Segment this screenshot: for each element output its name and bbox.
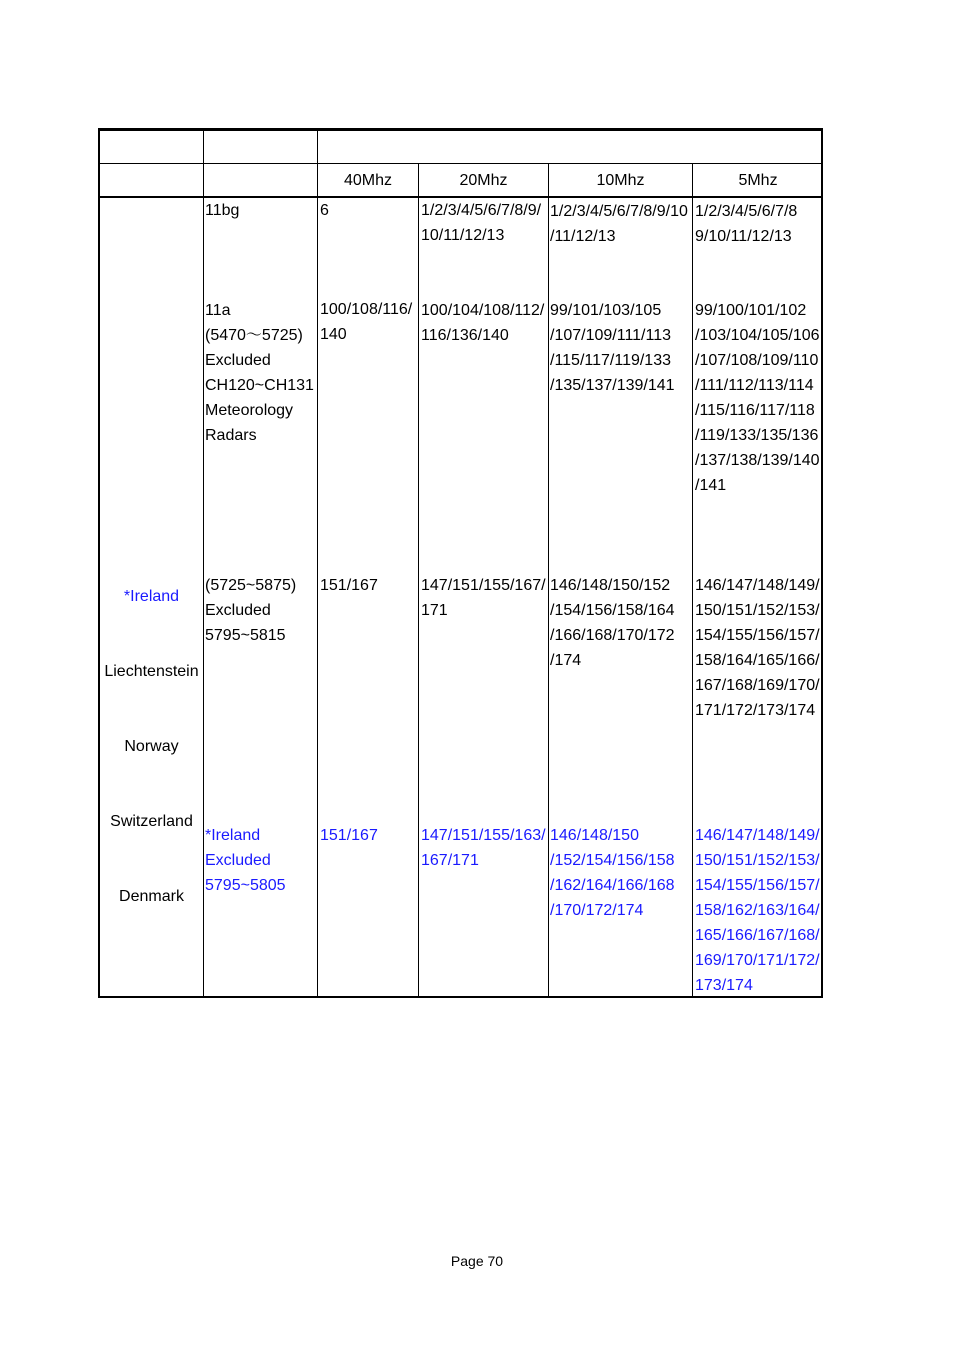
column-divider xyxy=(548,164,549,996)
row-11a-upper-40mhz: 151/167 xyxy=(320,577,378,594)
column-divider xyxy=(692,164,693,996)
row-ireland-20mhz: 147/151/155/163/ 167/171 xyxy=(421,827,546,869)
country-liechtenstein: Liechtenstein xyxy=(104,663,199,680)
row-11bg-20mhz: 1/2/3/4/5/6/7/8/9/ 10/11/12/13 xyxy=(421,202,542,244)
band-ireland: *Ireland Excluded 5795~5805 xyxy=(205,827,286,894)
row-11a-lower-40mhz: 100/108/116/ 140 xyxy=(320,301,413,343)
column-divider xyxy=(203,131,204,996)
header-20mhz: 20Mhz xyxy=(459,172,508,189)
band-11a-lower: 11a (5470～5725) Excluded CH120~CH131 Meteorology Radars xyxy=(205,302,314,444)
row-11a-lower-10mhz: 99/101/103/105 /107/109/111/113 /115/117/119/133 /135/137/139/141 xyxy=(550,302,675,394)
header-5mhz: 5Mhz xyxy=(738,172,778,189)
band-11a-upper: (5725~5875) Excluded 5795~5815 xyxy=(205,577,297,644)
country-ireland: *Ireland xyxy=(123,588,180,605)
country-denmark: Denmark xyxy=(119,888,184,905)
channel-table xyxy=(98,128,823,998)
row-11a-lower-5mhz: 99/100/101/102 /103/104/105/106 /107/108/109/110 /111/112/113/114 /115/116/117/118 /119/133/135/136 /137/138/139/140 /141 xyxy=(695,302,820,494)
row-11bg-10mhz: 1/2/3/4/5/6/7/8/9/10 /11/12/13 xyxy=(550,203,688,245)
column-divider xyxy=(317,131,318,996)
header-10mhz: 10Mhz xyxy=(596,172,645,189)
country-norway: Norway xyxy=(124,738,179,755)
row-ireland-10mhz: 146/148/150 /152/154/156/158 /162/164/166/168 /170/172/174 xyxy=(550,827,675,919)
row-divider xyxy=(100,163,821,164)
page-number: Page 70 xyxy=(450,1253,504,1269)
row-11bg-40mhz: 6 xyxy=(320,202,329,219)
header-40mhz: 40Mhz xyxy=(343,172,393,189)
column-divider xyxy=(418,164,419,996)
row-ireland-40mhz: 151/167 xyxy=(320,827,378,844)
country-switzerland: Switzerland xyxy=(110,813,193,830)
row-11a-upper-5mhz: 146/147/148/149/ 150/151/152/153/ 154/155/156/157/ 158/164/165/166/ 167/168/169/170/ 171/172/173/174 xyxy=(695,577,820,719)
row-ireland-5mhz: 146/147/148/149/ 150/151/152/153/ 154/155/156/157/ 158/162/163/164/ 165/166/167/168/ 169/170/171/172/ 173/174 xyxy=(695,827,820,994)
row-11a-upper-10mhz: 146/148/150/152 /154/156/158/164 /166/168/170/172 /174 xyxy=(550,577,675,669)
row-11bg-5mhz: 1/2/3/4/5/6/7/8 9/10/11/12/13 xyxy=(695,203,798,245)
row-11a-lower-20mhz: 100/104/108/112/ 116/136/140 xyxy=(421,302,545,344)
row-11a-upper-20mhz: 147/151/155/167/ 171 xyxy=(421,577,546,619)
band-11bg: 11bg xyxy=(205,202,240,219)
country-list xyxy=(100,534,203,959)
